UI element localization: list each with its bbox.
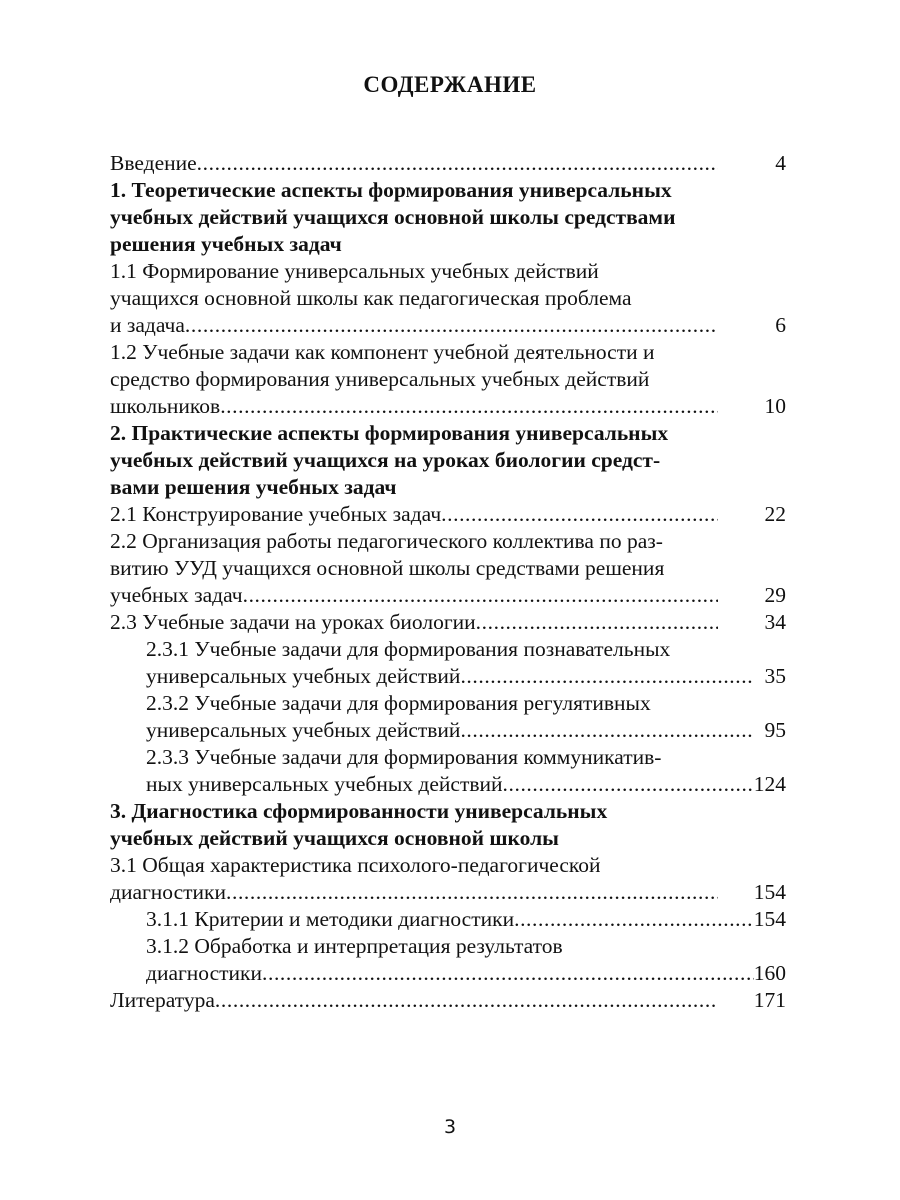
toc-entry-line: средство формирования универсальных учебных действий [110, 367, 650, 391]
toc-entry-text [110, 150, 718, 177]
toc-entry-text [110, 744, 754, 798]
toc-entry-line: диагностики [146, 961, 262, 985]
toc-entry-last-line [110, 501, 718, 528]
toc-entry-line: учебных задач [110, 583, 243, 607]
table-of-contents [110, 150, 786, 1014]
toc-entry[interactable] [110, 798, 786, 852]
toc-entry-text [110, 933, 754, 987]
toc-entry-text [110, 177, 718, 258]
toc-entry-line: решения учебных задач [110, 232, 342, 256]
toc-entry-line: учебных действий учащихся основной школы [110, 826, 559, 850]
dot-leader [243, 582, 718, 609]
toc-page-number: 34 [764, 610, 786, 634]
toc-entry[interactable] [110, 177, 786, 258]
page-title: СОДЕРЖАНИЕ [363, 72, 537, 97]
dot-leader [197, 150, 718, 177]
toc-entry-line: витию УУД учащихся основной школы средствами решения [110, 556, 665, 580]
toc-entry[interactable] [110, 528, 786, 609]
toc-entry-text [110, 609, 718, 636]
toc-entry[interactable] [110, 501, 786, 528]
toc-entry[interactable] [110, 933, 786, 987]
toc-entry-line: диагностики [110, 880, 226, 904]
toc-page-number: 10 [764, 394, 786, 418]
toc-page-number: 160 [753, 961, 786, 985]
toc-entry-line: вами решения учебных задач [110, 475, 397, 499]
toc-entry-text [110, 690, 754, 744]
toc-entry-line: 1.2 Учебные задачи как компонент учебной деятельности и [110, 340, 655, 364]
toc-entry-last-line [110, 609, 718, 636]
toc-entry-line: 3.1.1 Критерии и методики диагностики [146, 907, 515, 931]
toc-entry-text [110, 852, 718, 906]
toc-entry-text [110, 339, 718, 420]
toc-entry[interactable] [110, 987, 786, 1014]
toc-entry-last-line [110, 312, 718, 339]
toc-entry[interactable] [110, 609, 786, 636]
toc-entry[interactable] [110, 258, 786, 339]
toc-entry-last-line [146, 663, 754, 690]
dot-leader [514, 906, 754, 933]
toc-entry[interactable] [110, 744, 786, 798]
toc-page-number: 35 [764, 664, 786, 688]
toc-entry-line: 3. Диагностика сформированности универсальных [110, 799, 608, 823]
dot-leader [215, 987, 718, 1014]
toc-entry-line: универсальных учебных действий [146, 664, 461, 688]
toc-entry-line: 2.1 Конструирование учебных задач [110, 502, 442, 526]
toc-entry-line: ных универсальных учебных действий [146, 772, 503, 796]
toc-entry-last-line [146, 717, 754, 744]
dot-leader [503, 771, 754, 798]
toc-entry-text [110, 798, 718, 852]
toc-page-number: 124 [753, 772, 786, 796]
toc-entry-last-line [110, 987, 718, 1014]
toc-entry-line: 3.1 Общая характеристика психолого-педагогической [110, 853, 601, 877]
page-number: 3 [443, 1116, 457, 1138]
toc-entry-line: 2.3 Учебные задачи на уроках биологии [110, 610, 476, 634]
toc-entry-line: школьников [110, 394, 221, 418]
toc-entry-line: 3.1.2 Обработка и интерпретация результатов [146, 934, 563, 958]
toc-entry-line: 2.2 Организация работы педагогического коллектива по раз- [110, 529, 663, 553]
toc-page-number: 22 [764, 502, 786, 526]
dot-leader [460, 717, 754, 744]
toc-entry-last-line [146, 960, 754, 987]
toc-entry-line: учащихся основной школы как педагогическая проблема [110, 286, 632, 310]
toc-entry-last-line [110, 879, 718, 906]
toc-entry-text [110, 528, 718, 609]
toc-entry-line: Литература [110, 988, 215, 1012]
toc-entry-line: Введение [110, 151, 197, 175]
dot-leader [460, 663, 754, 690]
toc-page-number: 154 [753, 880, 786, 904]
toc-entry-last-line [110, 582, 718, 609]
toc-entry-last-line [146, 771, 754, 798]
toc-entry-text [110, 987, 718, 1014]
toc-page-number: 29 [764, 583, 786, 607]
toc-entry[interactable] [110, 636, 786, 690]
toc-entry[interactable] [110, 906, 786, 933]
toc-entry[interactable] [110, 690, 786, 744]
toc-entry-last-line [110, 393, 718, 420]
toc-entry-text [110, 906, 754, 933]
toc-entry-line: учебных действий учащихся на уроках биологии средст- [110, 448, 661, 472]
toc-entry-line: учебных действий учащихся основной школы средствами [110, 205, 676, 229]
dot-leader [226, 879, 718, 906]
dot-leader [476, 609, 718, 636]
dot-leader [185, 312, 718, 339]
toc-entry-line: 2.3.2 Учебные задачи для формирования регулятивных [146, 691, 651, 715]
toc-entry-line: 2.3.1 Учебные задачи для формирования познавательных [146, 637, 671, 661]
toc-page-number: 171 [753, 988, 786, 1012]
toc-entry-line: 2. Практические аспекты формирования универсальных [110, 421, 669, 445]
toc-page-number: 154 [753, 907, 786, 931]
dot-leader [441, 501, 718, 528]
toc-entry-text [110, 258, 718, 339]
toc-page-number: 95 [764, 718, 786, 742]
toc-entry-line: универсальных учебных действий [146, 718, 461, 742]
toc-entry[interactable] [110, 420, 786, 501]
toc-entry-text [110, 420, 718, 501]
dot-leader [262, 960, 754, 987]
toc-entry-line: 1. Теоретические аспекты формирования универсальных [110, 178, 672, 202]
toc-page-number: 4 [775, 151, 786, 175]
toc-entry-last-line [146, 906, 754, 933]
toc-entry-line: 2.3.3 Учебные задачи для формирования коммуникатив- [146, 745, 662, 769]
toc-entry[interactable] [110, 150, 786, 177]
toc-entry[interactable] [110, 339, 786, 420]
toc-entry-line: и задача [110, 313, 185, 337]
toc-page-number: 6 [775, 313, 786, 337]
toc-entry-line: 1.1 Формирование универсальных учебных действий [110, 259, 599, 283]
toc-entry-text [110, 636, 754, 690]
toc-entry[interactable] [110, 852, 786, 906]
toc-entry-text [110, 501, 718, 528]
dot-leader [220, 393, 718, 420]
toc-entry-last-line [110, 150, 718, 177]
